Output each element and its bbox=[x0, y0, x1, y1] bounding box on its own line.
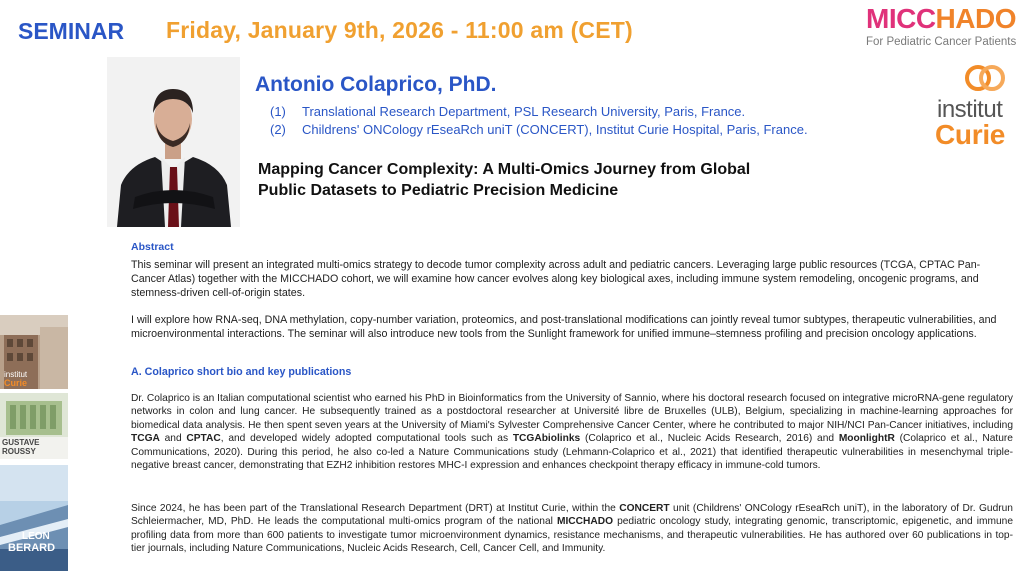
bio-tcgabiolinks: TCGAbiolinks bbox=[512, 433, 581, 445]
seminar-date-time: Friday, January 9th, 2026 - 11:00 am (CET) bbox=[166, 17, 633, 43]
gustave-roussy-building-image bbox=[0, 393, 68, 459]
talk-title bbox=[258, 159, 898, 201]
bio-p1-text-a: Dr. Colaprico is an Italian computational scientist who earned his PhD in Bioinformatics from the University of Sannio, where his doctoral research focused on integrative microRNA-gene regulatory networks in colon and lung cancer. He subsequently trained as a postdoctoral researcher at Université libre de Bruxelles (ULB), Belgium, specializing in machine-learning approaches for biomedical data analysis. He then spent seven years at the University of Miami's Sylvester Comprehensive Cancer Center, where he contributed to major NIH/NCI Pan-Cancer initiatives, including bbox=[131, 393, 1013, 431]
talk-title-line2: Public Datasets to Pediatric Precision Medicine bbox=[258, 182, 619, 199]
bio-p1-text-b: and bbox=[159, 433, 187, 445]
speaker-name: Antonio Colaprico, PhD. bbox=[255, 73, 497, 96]
talk-title-line1: Mapping Cancer Complexity: A Multi-Omics Journey from Global bbox=[258, 161, 751, 178]
affiliation-2 bbox=[270, 122, 808, 137]
leon-berard-building-image bbox=[0, 465, 68, 571]
bio-cptac: CPTAC bbox=[186, 433, 221, 445]
bio-p1-text-d: (Colaprico et al., Nucleic Acids Research, 2016) and bbox=[580, 433, 839, 445]
bio-p1-text-e: (Colaprico et al., Nature Communications, 2020). During this period, he also co-led a Nature Communications study (Lehmann-Colaprico et al., 2021) that identified therapeutic vulnerabilities in mesenchymal triple-negative breast cancer, demonstrating that EZH2 inhibition restores MHC-I expression and enhances checkpoint therapy efficacy in immune-cold tumors. bbox=[131, 433, 1013, 472]
institut-curie-rings-icon bbox=[962, 64, 1010, 92]
bio-p2-text-b: unit (Childrens' ONCology rEseaRch uniT), in the laboratory of Dr. Gudrun Schleiermacher, MD, PhD. He leads the computational multi-omics program of the national bbox=[131, 503, 1013, 528]
micchado-logo bbox=[866, 3, 1016, 35]
abstract-paragraph-2: I will explore how RNA-seq, DNA methylation, copy-number variation, proteomics, and post-translational modifications can jointly reveal tumor subtypes, therapeutic vulnerabilities, and microenvironmental interactions. The seminar will also introduce new tools from the Sunlight framework for unified immune–stemness profiling and precision oncology applications. bbox=[131, 314, 997, 340]
speaker-photo bbox=[107, 57, 240, 227]
bio-heading: A. Colaprico short bio and key publications bbox=[131, 366, 352, 378]
affiliation-2-number: (2) bbox=[270, 122, 286, 137]
side-leon-label-1: LEON bbox=[22, 531, 50, 542]
institut-curie-logo-line2: Curie bbox=[935, 119, 1006, 150]
side-curie-label-2: Curie bbox=[4, 378, 28, 388]
bio-tcga: TCGA bbox=[131, 433, 160, 445]
affiliation-1 bbox=[270, 104, 745, 119]
abstract-heading: Abstract bbox=[131, 241, 174, 253]
side-curie-label-1: institut bbox=[4, 370, 28, 379]
micchado-logo-part1: MICC bbox=[866, 3, 936, 34]
institut-curie-logo-line1: institut bbox=[937, 96, 1003, 123]
seminar-label: SEMINAR bbox=[18, 18, 125, 44]
institut-curie-building-image bbox=[0, 315, 68, 389]
bio-p2-text-c: pediatric oncology study, integrating genomic, transcriptomic, epigenetic, and immune profiling data from more than 600 patients to investigate tumor microenvironment dynamics, resistance mechanisms, and therapeutic vulnerabilities. He has authored over 60 publications in top-tier journals, including Nature Communications, Nucleic Acids Research, Cell, Cancer Cell, and Immunity. bbox=[131, 516, 1013, 555]
bio-concert: CONCERT bbox=[619, 503, 670, 514]
side-gustave-label-1: GUSTAVE bbox=[2, 438, 40, 447]
abstract-paragraph-1: This seminar will present an integrated multi-omics strategy to decode tumor complexity across adult and pediatric cancers. Leveraging large public resources (TCGA, CPTAC Pan-Cancer Atlas) together with the MICCHADO cohort, we will examine how cancer evolves along key biological axes, including immune system remodeling, oncogenic programs, and stemness-driven cell-of-origin states. bbox=[131, 259, 981, 299]
bio-p2-text-a: Since 2024, he has been part of the Translational Research Department (DRT) at Institut Curie, within the bbox=[131, 503, 620, 514]
side-gustave-label-2: ROUSSY bbox=[2, 447, 36, 456]
micchado-tagline: For Pediatric Cancer Patients bbox=[866, 36, 1017, 48]
bio-paragraph-1 bbox=[131, 392, 1013, 472]
bio-p1-text-c: , and developed widely adopted computational tools such as bbox=[220, 433, 513, 445]
bio-paragraph-2 bbox=[131, 502, 1013, 556]
affiliation-1-number: (1) bbox=[270, 104, 286, 119]
bio-moonlightr: MoonlightR bbox=[838, 433, 895, 445]
affiliation-2-text: Childrens' ONCology rEseaRch uniT (CONCERT), Institut Curie Hospital, Paris, France. bbox=[302, 122, 808, 137]
affiliation-1-text: Translational Research Department, PSL Research University, Paris, France. bbox=[302, 104, 746, 119]
bio-micchado: MICCHADO bbox=[556, 516, 613, 528]
micchado-logo-part2: HADO bbox=[935, 3, 1016, 34]
side-leon-label-2: BERARD bbox=[8, 542, 56, 554]
